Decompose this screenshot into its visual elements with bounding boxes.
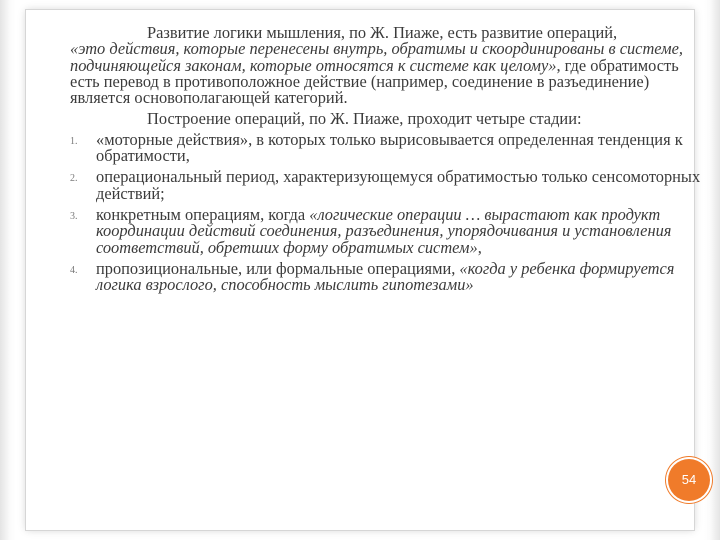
list-number: 1. <box>70 135 78 147</box>
list-number: 3. <box>70 210 78 222</box>
paragraph-stages-intro: Построение операций, по Ж. Пиаже, проходит четыре стадии: <box>147 109 582 129</box>
definition-quote: «это действия, которые перенесены внутрь, обратимы и скоординированы в системе, подчиняющейся законам, которые относятся к системе как целому» <box>70 39 683 75</box>
list-number: 2. <box>70 173 78 185</box>
page-number: 54 <box>681 472 697 487</box>
stage-text: операциональный период, характеризующемуся обратимостью только сенсомоторных действий; <box>96 167 701 203</box>
stages-list <box>70 129 706 295</box>
page-number-badge <box>668 459 710 501</box>
stage-quote: «когда у ребенка формируется логика взрослого, способность мыслить гипотезами» <box>96 258 675 295</box>
list-number: 4. <box>70 264 78 276</box>
stage-text: пропозициональные, или формальные операциями, <box>96 258 460 278</box>
slide-body <box>70 25 706 298</box>
stage-quote: «логические операции … вырастают как продукт координации действий соединения, разъединения, упорядочивания и установления соответствий, обретших форму обратимых систем» <box>96 204 672 257</box>
definition-lead: Развитие логики мышления, по Ж. Пиаже, есть развитие операций, <box>147 23 618 42</box>
stage-text-end: , <box>477 237 482 257</box>
list-item <box>70 169 706 202</box>
paragraph-definition <box>70 25 706 106</box>
definition-rest: , где обратимость есть перевод в противоположное действие (например, соединение в разъединение) является основополагающей категорий. <box>70 55 679 108</box>
slide-card <box>26 10 701 530</box>
list-item <box>70 129 706 166</box>
list-item <box>70 204 706 257</box>
list-item <box>70 258 706 295</box>
stage-text: «моторные действия», в которых только вырисовывается определенная тенденция к обратимости, <box>96 129 683 166</box>
stage-text: конкретным операциям, когда <box>96 204 310 224</box>
